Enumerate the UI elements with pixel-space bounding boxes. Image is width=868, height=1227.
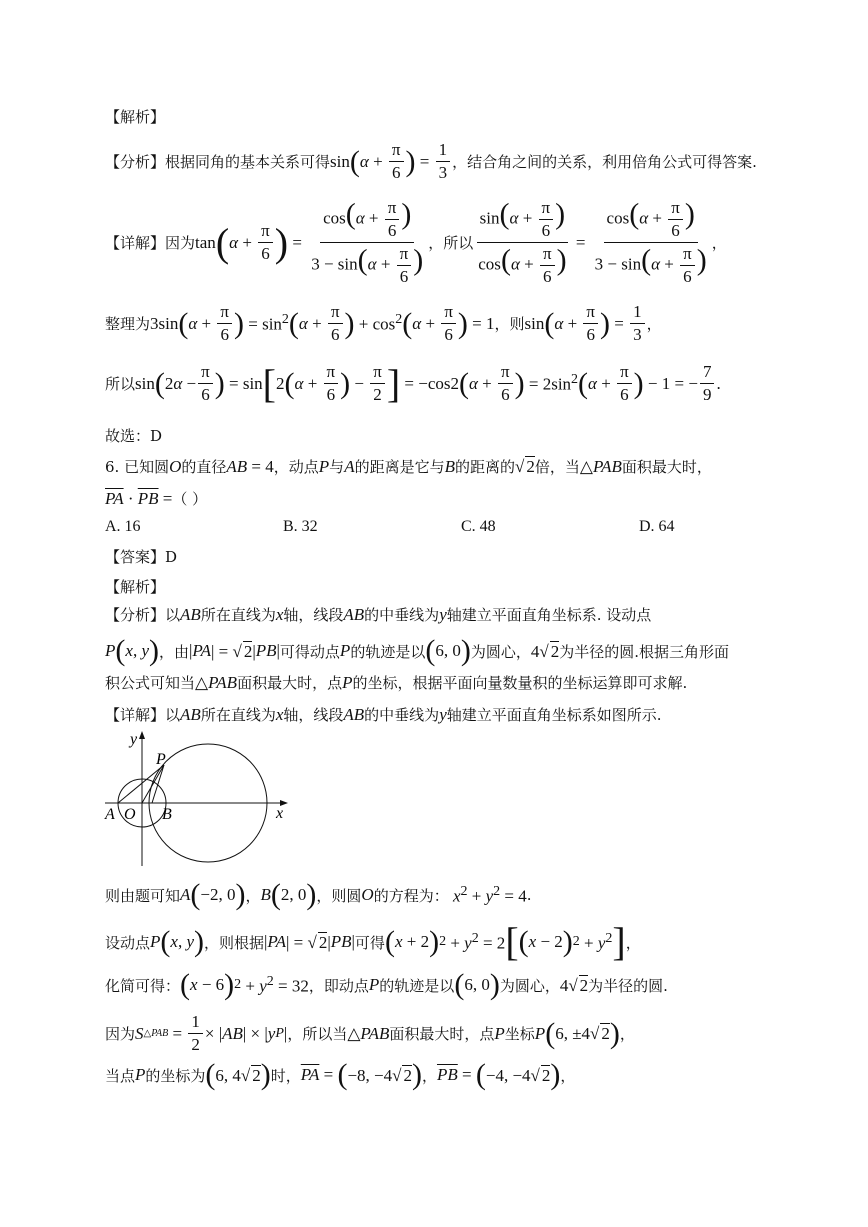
text: ，所以 [428, 234, 474, 252]
fraction: $\frac{\pi}{6}$ [389, 140, 404, 183]
text: 面积最大时，点 [389, 1025, 495, 1043]
section-jiexi-2 [105, 576, 165, 597]
section-label: 【解析】 [105, 108, 166, 126]
answer-line [105, 546, 177, 567]
text: 的轨迹是以 [350, 642, 426, 661]
detail-line-1: 【详解】 因为 tan ( α + $\frac{\pi}{6}$ ) = cos(α + $\frac{\pi}{6}$ ) 3 − sin(α + $\frac{\pi}{6}$ ) ，所以 sin(α + $\frac{\pi}{6}$ ) cos(α + $\frac{\pi}{6}$ ) = cos(α + $\frac{\pi}{6}$ ) 3 − sin(α + $\frac{\pi}{6}$ ) ， [105, 197, 727, 286]
option-a[interactable]: A. 16 [105, 518, 141, 535]
text: ， [245, 886, 261, 905]
text: 的坐标，根据平面向量数量积的坐标运算即可求解. [352, 674, 688, 692]
text: 的中垂线为 [364, 606, 440, 624]
segment-pb [152, 765, 164, 803]
section-jiexi-1 [105, 106, 165, 127]
question-6-line-2: $\overline{PA}$ · $\overline{PB}$ = （ ） [105, 488, 208, 508]
analysis-label: 【分析】 [105, 153, 166, 171]
text: 为半径的圆.根据三角形面 [559, 642, 729, 661]
text: 轴，线段 [283, 606, 344, 624]
detail2-line: 【详解】 以 AB 所在直线为 x 轴，线段 AB 的中垂线为 y 轴建立平面直角坐标系如图所示. [105, 704, 662, 724]
text: ， [646, 315, 662, 333]
analysis-label: 【分析】 [105, 606, 166, 624]
detail-label: 【详解】 [105, 706, 166, 724]
text: ， [560, 1066, 576, 1085]
text: 所以 [105, 375, 136, 393]
y-axis-arrow [139, 731, 145, 739]
text: 时， [270, 1066, 301, 1085]
label-b: B [162, 806, 172, 823]
text: 的中垂线为 [364, 706, 440, 724]
text: 的方程为： [373, 886, 449, 905]
text: 轴，线段 [283, 706, 344, 724]
label-a: A [105, 806, 115, 823]
text: ，则 [494, 315, 525, 333]
label-o: O [124, 806, 136, 823]
text: ，即动点 [308, 976, 369, 995]
text: 轴建立平面直角坐标系如图所示. [446, 706, 662, 724]
option-b[interactable]: B. 32 [283, 518, 318, 535]
analysis2-line-3: 积公式可知当 △ PAB 面积最大时，点 P 的坐标，根据平面向量数量积的坐标运算即可求解. [105, 672, 688, 692]
text: 的轨迹是以 [379, 976, 455, 995]
text: 当点 [105, 1066, 136, 1085]
text: 倍，当 [534, 458, 580, 476]
text: 坐标 [504, 1025, 535, 1043]
choice-line [105, 425, 162, 446]
option-d[interactable]: D. 64 [639, 518, 675, 535]
text: 故选：D [105, 427, 163, 445]
fraction: cos(α + $\frac{\pi}{6}$ ) 3 − sin(α + $\frac{\pi}{6}$ ) [311, 197, 424, 286]
text: 以 [165, 606, 181, 624]
option-c[interactable]: C. 48 [461, 518, 496, 535]
text: 所在直线为 [200, 706, 276, 724]
text: ，则根据 [204, 933, 265, 952]
solution-line-4: 因为 S △PAB = $\frac{1}{2}$ × | AB | × | y P | ，所以当 △ PAB 面积最大时，点 P 坐标 P ( 6, ±4√ 2 ) ， [105, 1012, 635, 1054]
text: 的坐标为 [145, 1066, 206, 1085]
text: （ ） [172, 490, 208, 508]
text: 因为 [105, 1025, 136, 1043]
text: 化简可得： [105, 976, 181, 995]
text: 可得 [354, 933, 385, 952]
text: 与 [329, 458, 345, 476]
text: 所在直线为 [200, 606, 276, 624]
text: ，由 [158, 642, 189, 661]
text: 轴建立平面直角坐标系. 设动点 [446, 606, 652, 624]
text: 整理为 [105, 315, 151, 333]
solution-line-5: 当点 P 的坐标为 ( 6, 4√ 2 ) 时， $\overline{PA}$ = ( −8, −4√ 2 ) ， $\overline{PB}$ = ( −4, −4√ 2 ) ， [105, 1058, 576, 1091]
question-6-line-1: 6. 已知圆 O 的直径 AB = 4 ，动点 P 与 A 的距离是它与 B 的距离的 √ 2 倍，当 △ PAB 面积最大时， [105, 456, 712, 476]
label-p: P [156, 751, 166, 768]
text: ，则圆 [316, 886, 362, 905]
segment-po [142, 765, 164, 803]
text: 可得动点 [279, 642, 340, 661]
text: 以 [165, 706, 181, 724]
text: 积公式可知当 [105, 674, 196, 692]
derivation-line-suoyi: 所以 sin ( 2α − $\frac{\pi}{6}$ ) = sin [ 2 ( α + $\frac{\pi}{6}$ ) − $\frac{\pi}{2}$ ] = −cos2 ( α + $\frac{\pi}{6}$ ) = $2\sin^2$ ( α + $\frac{\pi}{6}$ ) − 1 = − $\frac{7}{9}$ . [105, 360, 721, 406]
text: 的距离的 [454, 458, 515, 476]
label-x: x [276, 805, 284, 822]
text: 设动点 [105, 933, 151, 952]
text: 的距离是它与 [354, 458, 445, 476]
text: 为半径的圆. [588, 976, 668, 995]
solution-line-1: 则由题可知 A ( −2, 0 ) ， B ( 2, 0 ) ，则圆 O 的方程为： $x^2 + y^2 = 4$ . [105, 878, 532, 911]
solution-line-3: 化简可得： ( x − 6 ) 2 + $y^2 = 32$ ，即动点 P 的轨迹是以 ( 6, 0 ) 为圆心， 4√ 2 为半径的圆. [105, 968, 668, 1001]
text: 面积最大时， [621, 458, 712, 476]
text: 的直径 [181, 458, 227, 476]
text: ，结合角之间的关系，利用倍角公式可得答案. [452, 153, 757, 171]
text: ，动点 [273, 458, 319, 476]
section-label: 【解析】 [105, 578, 166, 596]
coordinate-figure [100, 728, 300, 868]
text: ， [625, 933, 641, 952]
solution-line-2: 设动点 P ( x , y ) ，则根据 | PA | = √ 2| PB | 可得 ( x + 2 ) 2 + $y^2 = 2$ [ ( x − 2 ) 2 + $y^2$ ] ， [105, 919, 641, 964]
text: 为圆心， [470, 642, 531, 661]
text: 6. 已知圆 [105, 458, 170, 476]
text: ， [619, 1025, 635, 1043]
detail-label: 【详解】 [105, 234, 166, 252]
analysis-line-1: 【分析】 根据同角的基本关系可得 sin ( α + $\frac{\pi}{6}$ ) = $\frac{1}{3}$ ，结合角之间的关系，利用倍角公式可得答案. [105, 140, 757, 182]
answer-text: 【答案】D [105, 548, 178, 566]
text: 根据同角的基本关系可得 [165, 153, 331, 171]
text: ， [711, 234, 727, 252]
analysis2-line-2: P ( x , y ) ，由 | PA | = √ 2| PB | 可得动点 P 的轨迹是以 ( 6, 0 ) 为圆心， 4√ 2 为半径的圆.根据三角形面 [105, 634, 729, 667]
text: 面积最大时，点 [237, 674, 343, 692]
analysis2-line-1: 【分析】 以 AB 所在直线为 x 轴，线段 AB 的中垂线为 y 轴建立平面直角坐标系. 设动点 [105, 604, 652, 624]
text: 为圆心， [499, 976, 560, 995]
text: 则由题可知 [105, 886, 181, 905]
text: ， [421, 1066, 437, 1085]
text: 因为 [165, 234, 196, 252]
label-y: y [130, 731, 138, 748]
derivation-line-zhengli: 整理为 3sin ( α + $\frac{\pi}{6}$ ) = $\sin^2$ ( α + $\frac{\pi}{6}$ ) + $\cos^2$ ( α + $\frac{\pi}{6}$ ) = 1 ，则 sin ( α + $\frac{\pi}{6}$ ) = $\frac{1}{3}$ ， [105, 302, 662, 344]
text: ，所以当 [287, 1025, 348, 1043]
text: . [526, 886, 532, 904]
